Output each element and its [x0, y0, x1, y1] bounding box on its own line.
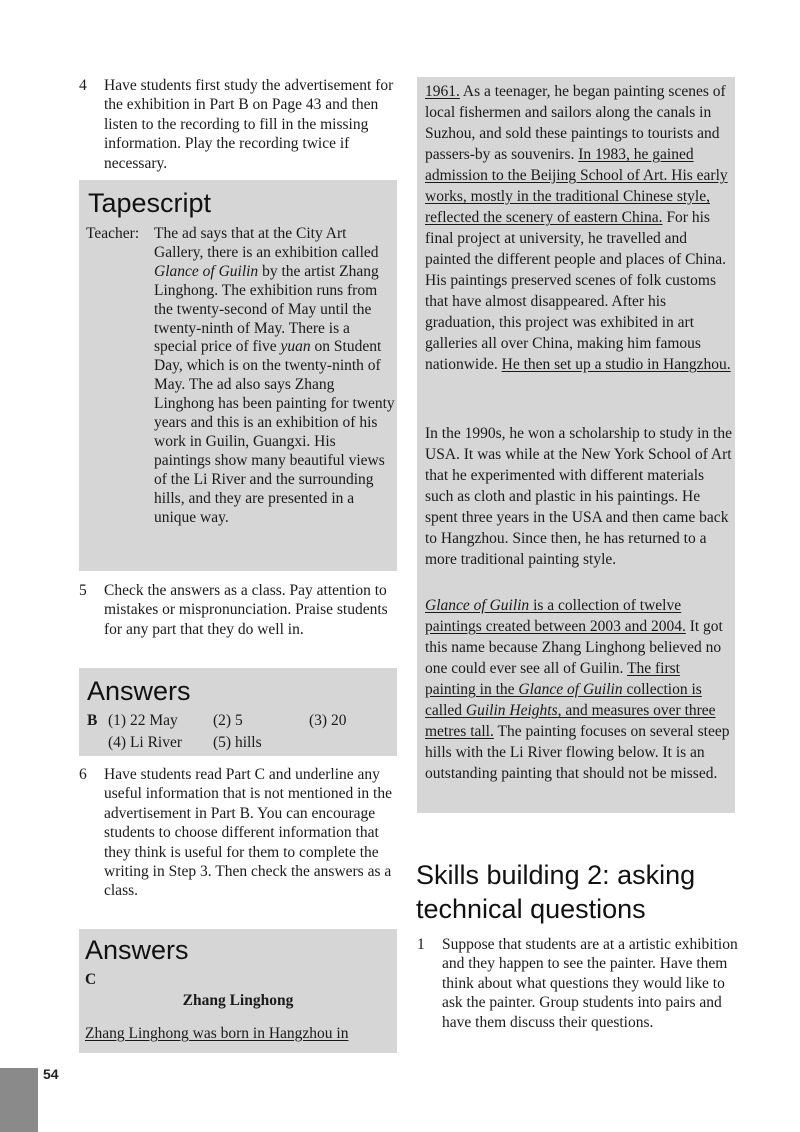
answers-box-b — [79, 668, 397, 756]
passage-paragraph-1: 1961. As a teenager, he began painting scenes of local fishermen and sailors along the canals in Suzhou, and sold these paintings to tourists and passers-by as souvenirs. In 1983, he gained admission to the Beijing School of Art. His early works, mostly in the traditional Chinese style, reflected the scenery of eastern China. For his final project at university, he travelled and painted the different people and places of China. His paintings preserved scenes of folk customs that have almost disappeared. After his graduation, this project was exhibited in art galleries all over China, making him famous nationwide. He then set up a studio in Hangzhou. — [425, 83, 731, 373]
step-6 — [79, 765, 401, 901]
passage-first-line: Zhang Linghong was born in Hangzhou in — [85, 1025, 349, 1042]
tapescript-yuan-italic: yuan — [280, 338, 311, 356]
answer-3: (3) 20 — [309, 712, 347, 729]
answer-2: (2) 5 — [213, 712, 243, 729]
passage-paragraph-2: In the 1990s, he won a scholarship to study in the USA. It was while at the New York School of Art that he experimented with different materials such as cloth and plastic in his paintings. He spent three years in the USA and then came back to Hangzhou. Since then, he has returned to a more traditional painting style. — [425, 425, 732, 568]
tapescript-text: The ad says that at the City Art Gallery, there is an exhibition called Glance of Guilin by the artist Zhang Linghong. The exhibition runs from the twenty-second of May until the twenty-ninth of May. There is a special price of five yuan on Student Day, which is on the twenty-ninth of May. The ad also says Zhang Linghong has been painting for twenty years and this is an exhibition of his work in Guilin, Guangxi. His paintings show many beautiful views of the Li River and the surrounding hills, and they are presented in a unique way. — [154, 225, 395, 526]
tapescript-speaker: Teacher: — [86, 225, 140, 242]
step-text: Have students first study the advertisement for the exhibition in Part B on Page 43 and then listen to the recording to fill in the missing information. Play the recording twice if necessary. — [104, 77, 394, 172]
step-text: Have students read Part C and underline any useful information that is not mentioned in the advertisement in Part B. You can encourage students to choose different information that they think is useful for them to complete the writing in Step 3. Then check the answers as a class. — [104, 766, 392, 900]
section-heading: Skills building 2: asking technical questions — [416, 860, 696, 924]
tapescript-title: Tapescript — [88, 188, 212, 218]
answer-4: (4) Li River — [108, 734, 183, 751]
step-5 — [79, 581, 401, 639]
page-number: 54 — [43, 1066, 59, 1082]
answers-title: Answers — [85, 935, 189, 965]
step-text: Suppose that students are at a artistic exhibition and they happen to see the painter. Have them think about what questions they would like to ask the painter. Group students into pairs and have them discuss their questions. — [442, 936, 738, 1031]
answer-5: (5) hills — [213, 734, 262, 751]
answers-title: Answers — [87, 676, 191, 706]
passage-heading: Zhang Linghong — [182, 992, 294, 1009]
tapescript-title-italic: Glance of Guilin — [154, 262, 259, 280]
step-text: Check the answers as a class. Pay attention to mistakes or mispronunciation. Praise students for any part that they do well in. — [104, 582, 388, 638]
step-number: 5 — [79, 582, 87, 599]
tapescript-box — [79, 180, 397, 571]
page-edge-tab — [0, 1068, 38, 1132]
passage-continued-box — [417, 77, 735, 813]
step-number: 6 — [79, 766, 87, 783]
skills-step-1 — [417, 935, 739, 1032]
step-number: 4 — [79, 77, 87, 94]
step-number: 1 — [417, 936, 425, 953]
answers-part-label: C — [85, 971, 97, 988]
passage-paragraph-3: Glance of Guilin is a collection of twelve paintings created between 2003 and 2004. It got this name because Zhang Linghong believed no one could ever see all of Guilin. The first painting in the Glance of Guilin collection is called Guilin Heights, and measures over three metres tall. The painting focuses on several steep hills with the Li River flowing below. It is an outstanding painting that should not be missed. — [425, 597, 730, 782]
answer-1: (1) 22 May — [108, 712, 178, 729]
answers-box-c — [79, 929, 397, 1053]
answers-part-label: B — [87, 712, 98, 729]
step-4 — [79, 76, 401, 173]
